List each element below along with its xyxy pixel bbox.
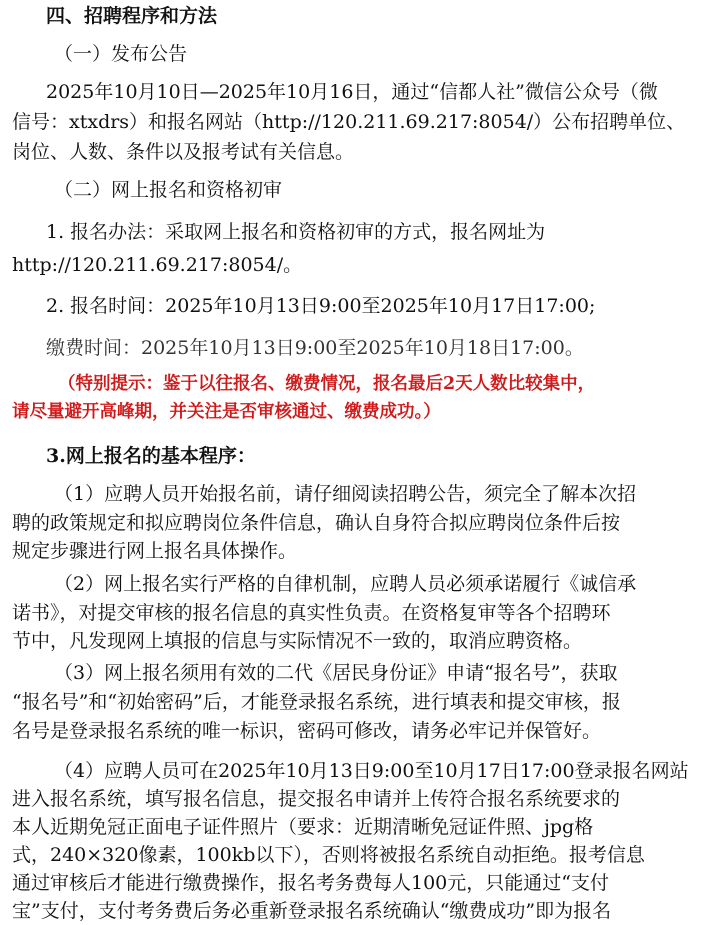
paragraph-line: （3）网上报名须用有效的二代《居民身份证》申请“报名号”，获取 xyxy=(54,662,618,684)
subsection-heading-publish: （一）发布公告 xyxy=(54,43,188,65)
special-notice-line: （特别提示：鉴于以往报名、缴费情况，报名最后2天人数比较集中， xyxy=(58,374,596,394)
subsection-heading-registration: （二）网上报名和资格初审 xyxy=(54,179,283,201)
paragraph-line: 规定步骤进行网上报名具体操作。 xyxy=(12,540,298,562)
registration-url-line: http://120.211.69.217:8054/。 xyxy=(12,254,303,276)
paragraph-line: 本人近期免冠正面电子证件照片（要求：近期清晰免冠证件照、jpg格 xyxy=(12,816,594,838)
paragraph-line: 信号：xtxdrs）和报名网站（http://120.211.69.217:8054/）公布招聘单位、 xyxy=(12,111,686,133)
registration-method-line: 1. 报名办法：采取网上报名和资格初审的方式，报名网址为 xyxy=(46,221,546,243)
procedure-heading: 3.网上报名的基本程序： xyxy=(46,445,256,467)
section-title: 四、招聘程序和方法 xyxy=(46,5,218,27)
paragraph-line: （4）应聘人员可在2025年10月13日9:00至10月17日17:00登录报名网站 xyxy=(54,760,689,782)
fee-time-line: 缴费时间：2025年10月13日9:00至2025年10月18日17:00。 xyxy=(46,337,584,359)
paragraph-line: 名号是登录报名系统的唯一标识，密码可修改，请务必牢记并保管好。 xyxy=(12,720,602,742)
registration-time-line: 2. 报名时间：2025年10月13日9:00至2025年10月17日17:00; xyxy=(46,295,596,317)
paragraph-line: “报名号”和“初始密码”后，才能登录报名系统，进行填表和提交审核，报 xyxy=(12,691,621,713)
paragraph-line: 进入报名系统，填写报名信息，提交报名申请并上传符合报名系统要求的 xyxy=(12,788,621,810)
paragraph-line: 式，240×320像素，100kb以下），否则将被报名系统自动拒绝。报考信息 xyxy=(12,844,645,866)
paragraph-line: 宝”支付，支付考务费后务必重新登录报名系统确认“缴费成功”即为报名 xyxy=(12,900,612,922)
paragraph-line: 节中，凡发现网上填报的信息与实际情况不一致的，取消应聘资格。 xyxy=(12,630,583,652)
paragraph-line: （2）网上报名实行严格的自律机制，应聘人员必须承诺履行《诚信承 xyxy=(54,573,637,595)
paragraph-line: 岗位、人数、条件以及报考试有关信息。 xyxy=(12,141,355,163)
paragraph-line: 诺书》，对提交审核的报名信息的真实性负责。在资格复审等各个招聘环 xyxy=(12,602,611,624)
paragraph-line: 聘的政策规定和拟应聘岗位条件信息，确认自身符合拟应聘岗位条件后按 xyxy=(12,512,621,534)
paragraph-line: 2025年10月10日—2025年10月16日，通过“信都人社”微信公众号（微 xyxy=(46,81,658,103)
paragraph-line: （1）应聘人员开始报名前，请仔细阅读招聘公告，须完全了解本次招 xyxy=(54,483,637,505)
paragraph-line: 通过审核后才能进行缴费操作，报名考务费每人100元，只能通过“支付 xyxy=(12,872,609,894)
special-notice-line: 请尽量避开高峰期，并关注是否审核通过、缴费成功。） xyxy=(12,402,441,422)
